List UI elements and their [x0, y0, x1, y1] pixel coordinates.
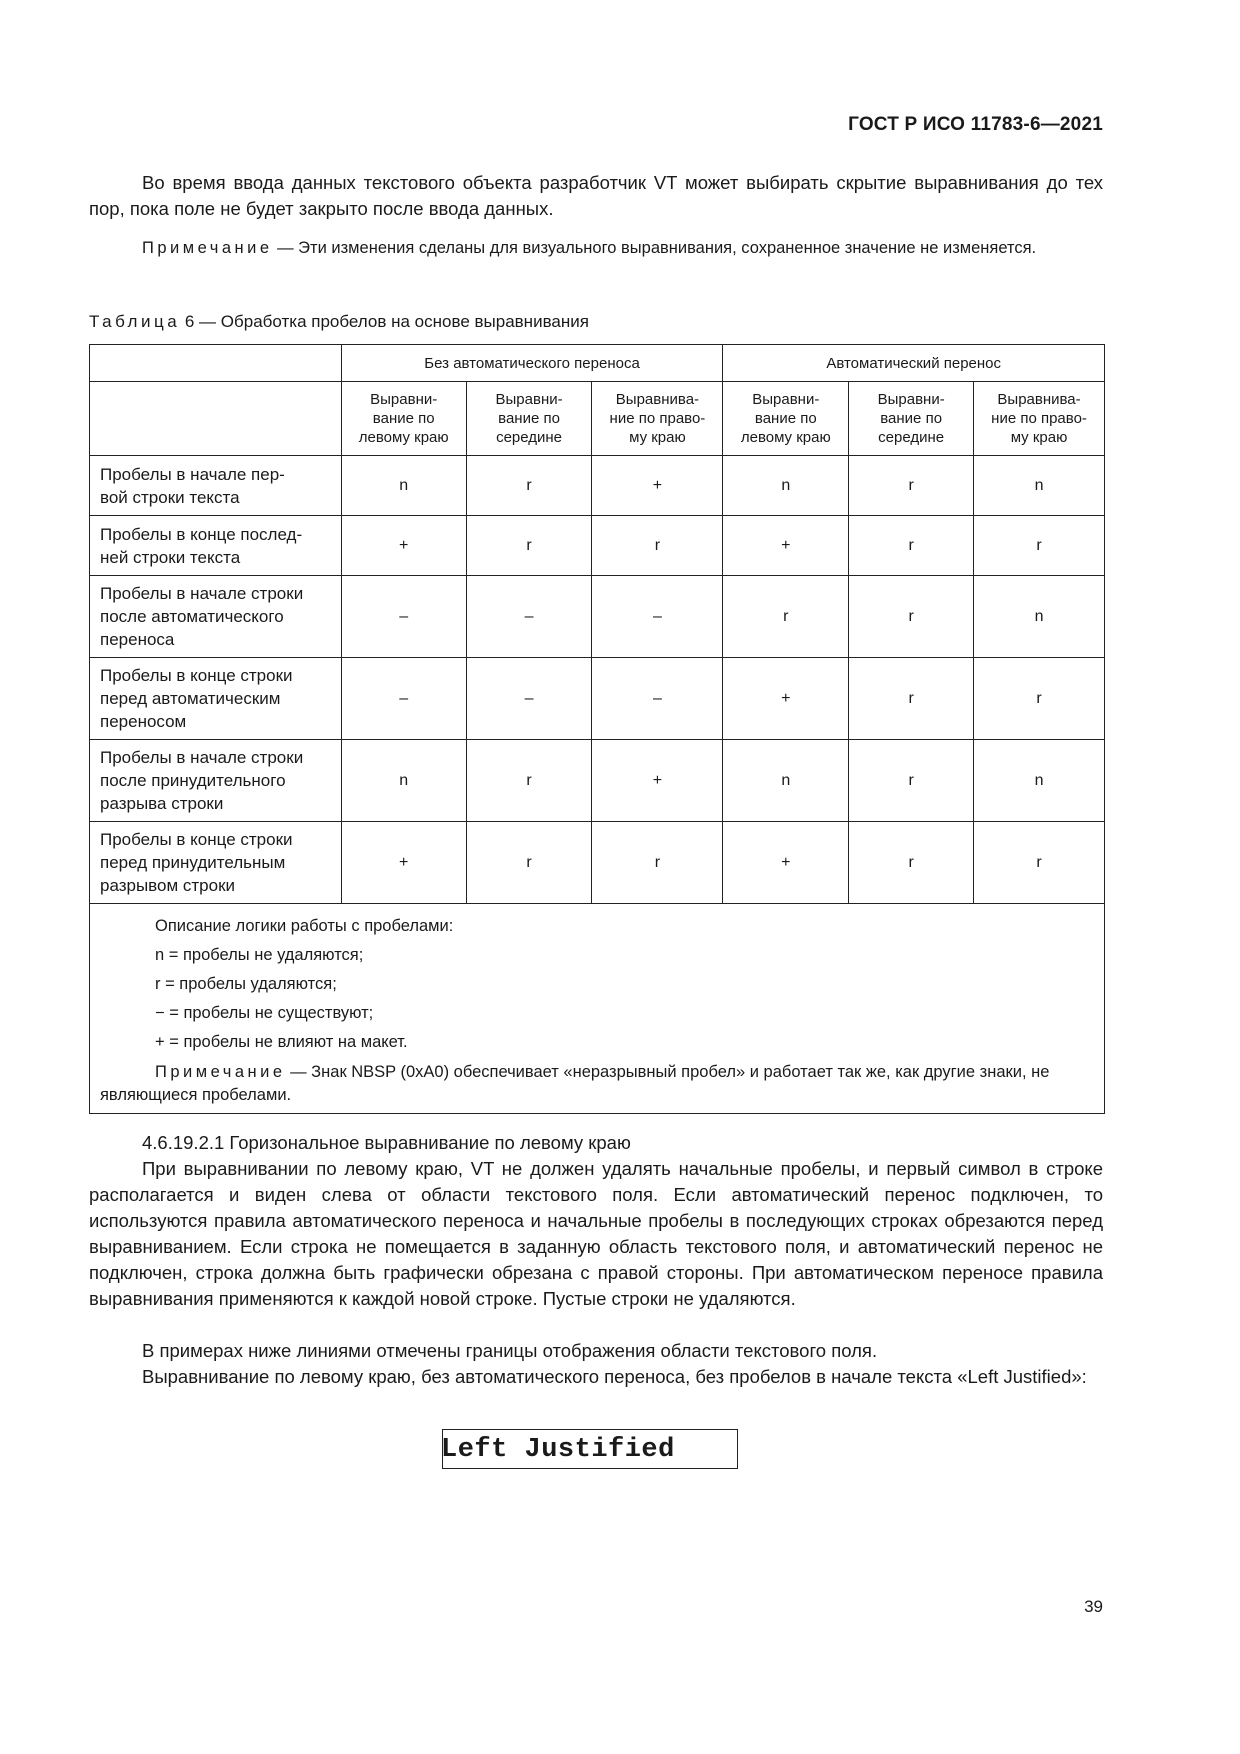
- table-cell: +: [723, 822, 849, 904]
- section-paragraph: В примерах ниже линиями отмечены границы отображения области текстового поля.: [142, 1340, 878, 1361]
- table-cell: r: [723, 576, 849, 658]
- table-cell: r: [466, 516, 592, 576]
- caption-label: Таблица: [89, 312, 181, 331]
- note-text: — Эти изменения сделаны для визуального выравнивания, сохраненное значение не изменяется.: [272, 239, 1037, 257]
- table-cell: r: [849, 516, 974, 576]
- table-row: [90, 516, 1105, 576]
- subheader-left: Выравни- вание по левому краю: [341, 382, 466, 456]
- row-label: Пробелы в начале пер- вой строки текста: [90, 456, 342, 516]
- table-cell: r: [592, 822, 723, 904]
- section-paragraph: Выравнивание по левому краю, без автоматического переноса, без пробелов в начале текста «Left Justified»:: [142, 1366, 1087, 1387]
- legend-item: + = пробелы не влияют на макет.: [155, 1033, 408, 1051]
- legend-item: r = пробелы удаляются;: [155, 975, 337, 993]
- table-corner-cell: [90, 345, 342, 382]
- whitespace-table: [89, 344, 1105, 1114]
- legend-note: [100, 1061, 1094, 1107]
- table-cell: r: [974, 658, 1105, 740]
- legend-item: − = пробелы не существуют;: [155, 1004, 374, 1022]
- note-label: Примечание: [155, 1063, 286, 1081]
- subheader-center: Выравни- вание по середине: [466, 382, 592, 456]
- intro-note: [89, 237, 1103, 260]
- table-cell: –: [466, 658, 592, 740]
- group-header-no-wrap: Без автоматического переноса: [341, 345, 723, 382]
- table-subheader-row: [90, 382, 1105, 456]
- table-cell: r: [849, 822, 974, 904]
- table-cell: +: [723, 516, 849, 576]
- table-cell: n: [723, 456, 849, 516]
- table-cell: r: [466, 822, 592, 904]
- table-row: [90, 740, 1105, 822]
- table-cell: n: [341, 456, 466, 516]
- table-cell: r: [849, 740, 974, 822]
- table-cell: n: [341, 740, 466, 822]
- section-heading: 4.6.19.2.1 Горизональное выравнивание по левому краю: [142, 1132, 631, 1153]
- row-label: Пробелы в конце строки перед принудительным разрывом строки: [90, 822, 342, 904]
- intro-paragraph: Во время ввода данных текстового объекта разработчик VT может выбирать скрытие выравнивания до тех пор, пока поле не будет закрыто после ввода данных.: [89, 172, 1103, 219]
- table-cell: +: [723, 658, 849, 740]
- table-cell: n: [723, 740, 849, 822]
- table-cell: +: [592, 740, 723, 822]
- subheader-right: Выравнива- ние по право- му краю: [974, 382, 1105, 456]
- table-cell: –: [592, 576, 723, 658]
- row-label: Пробелы в конце строки перед автоматическим переносом: [90, 658, 342, 740]
- note-label: Примечание: [142, 239, 273, 257]
- table-legend: [90, 904, 1105, 1114]
- table-cell: r: [974, 822, 1105, 904]
- table-cell: –: [466, 576, 592, 658]
- table-caption: [89, 312, 589, 332]
- table-cell: r: [592, 516, 723, 576]
- legend-title: Описание логики работы с пробелами:: [155, 917, 454, 935]
- table-row: [90, 576, 1105, 658]
- subheader-left: Выравни- вание по левому краю: [723, 382, 849, 456]
- row-label: Пробелы в начале строки после принудительного разрыва строки: [90, 740, 342, 822]
- table-cell: r: [974, 516, 1105, 576]
- note-text: — Знак NBSP (0xA0) обеспечивает «неразрывный пробел» и работает так же, как другие знаки, не являющиеся пробелами.: [100, 1063, 1050, 1104]
- table-group-header-row: [90, 345, 1105, 382]
- subheader-right: Выравнива- ние по право- му краю: [592, 382, 723, 456]
- table-cell: –: [592, 658, 723, 740]
- table-corner-cell: [90, 382, 342, 456]
- table-cell: r: [466, 456, 592, 516]
- caption-text: 6 — Обработка пробелов на основе выравнивания: [180, 312, 589, 331]
- table-cell: n: [974, 456, 1105, 516]
- table-cell: n: [974, 740, 1105, 822]
- row-label: Пробелы в начале строки после автоматического переноса: [90, 576, 342, 658]
- document-header: ГОСТ Р ИСО 11783-6—2021: [848, 114, 1103, 135]
- table-cell: +: [341, 822, 466, 904]
- legend-item: n = пробелы не удаляются;: [155, 946, 364, 964]
- section-paragraph: При выравнивании по левому краю, VT не должен удалять начальные пробелы, и первый символ в строке располагается и виден слева от области текстового поля. Если автоматический перенос подключен, то используются правила автоматического переноса и начальные пробелы в последующих строках обрезаются перед выравниванием. Если строка не помещается в заданную область текстового поля, и автоматический перенос не подключен, строка должна быть графически обрезана с правой стороны. При автоматическом переносе правила выравнивания применяются к каждой новой строке. Пустые строки не удаляются.: [89, 1158, 1103, 1309]
- table-row: [90, 658, 1105, 740]
- page-number: 39: [1084, 1597, 1103, 1616]
- table-cell: r: [849, 456, 974, 516]
- table-cell: –: [341, 658, 466, 740]
- table-cell: n: [974, 576, 1105, 658]
- table-legend-row: [90, 904, 1105, 1114]
- table-row: [90, 822, 1105, 904]
- row-label: Пробелы в конце послед- ней строки текста: [90, 516, 342, 576]
- group-header-auto-wrap: Автоматический перенос: [723, 345, 1105, 382]
- table-cell: +: [341, 516, 466, 576]
- example-text: Left Justified: [441, 1435, 675, 1465]
- table-row: [90, 456, 1105, 516]
- table-cell: +: [592, 456, 723, 516]
- subheader-center: Выравни- вание по середине: [849, 382, 974, 456]
- table-cell: –: [341, 576, 466, 658]
- table-cell: r: [849, 658, 974, 740]
- table-cell: r: [849, 576, 974, 658]
- text-field-example: [442, 1429, 738, 1469]
- table-cell: r: [466, 740, 592, 822]
